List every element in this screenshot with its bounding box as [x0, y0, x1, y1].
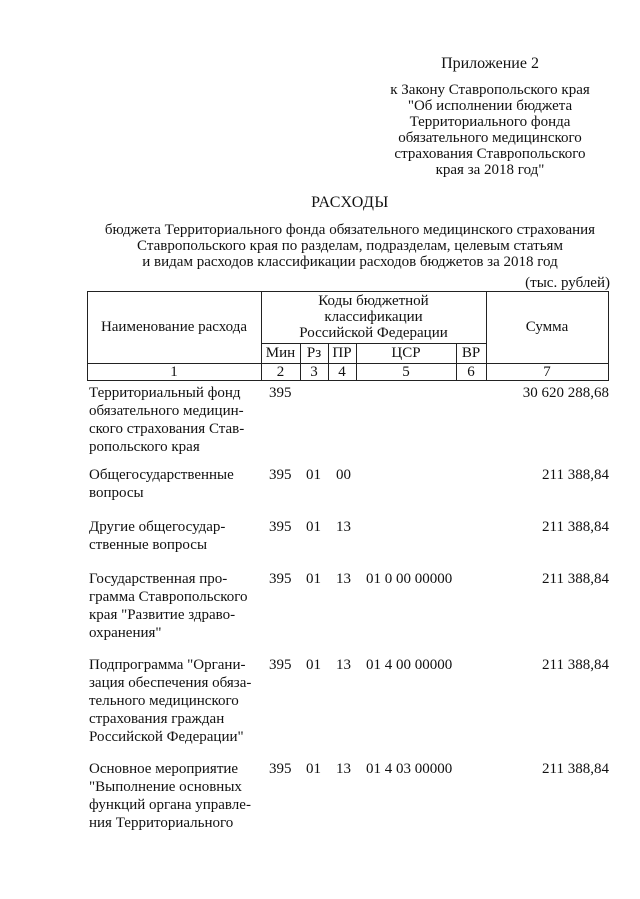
row-name — [89, 656, 259, 746]
row-name-line: Другие общегосудар- — [89, 519, 226, 535]
subheading-line: и видам расходов классификации расходов бюджетов за 2018 год — [142, 254, 558, 270]
appendix-line: обязательного медицинского — [398, 130, 582, 146]
row-min: 395 — [269, 657, 292, 673]
row-name-line: вопросы — [89, 485, 144, 501]
row-sum: 211 388,84 — [542, 761, 609, 777]
row-name-line: зация обеспечения обяза- — [89, 675, 252, 691]
col-number: 5 — [402, 364, 410, 380]
row-name-line: охранения" — [89, 625, 162, 641]
row-min: 395 — [269, 467, 292, 483]
row-rz: 01 — [306, 657, 321, 673]
document-heading: РАСХОДЫ — [311, 194, 389, 211]
units-label: (тыс. рублей) — [525, 275, 610, 291]
row-min: 395 — [269, 385, 292, 401]
appendix-line: Территориального фонда — [409, 114, 571, 130]
row-pr: 13 — [336, 657, 351, 673]
table-border — [261, 343, 486, 344]
appendix-line: края за 2018 год" — [435, 162, 545, 178]
row-name-line: ропольского края — [89, 439, 200, 455]
row-name — [89, 466, 259, 502]
row-name-line: "Выполнение основных — [89, 779, 242, 795]
row-name-line: тельного медицинского — [89, 693, 239, 709]
row-csr: 01 4 03 00000 — [366, 761, 453, 777]
table-border — [87, 380, 609, 381]
subheading-line: бюджета Территориального фонда обязательного медицинского страхования — [104, 222, 596, 238]
row-name-line: Территориальный фонд — [89, 385, 241, 401]
row-name-line: Подпрограмма "Органи- — [89, 657, 246, 673]
row-rz: 01 — [306, 571, 321, 587]
row-name-line: Общегосударственные — [89, 467, 234, 483]
row-name-line: функций органа управле- — [89, 797, 251, 813]
appendix-note — [360, 56, 620, 178]
header-col-min: Мин — [265, 345, 296, 361]
header-col-rz: Рз — [306, 345, 322, 361]
table-border — [608, 291, 609, 381]
row-name-line: края "Развитие здраво- — [89, 607, 236, 623]
row-name — [89, 384, 259, 456]
header-codes-line: Российской Федерации — [299, 325, 448, 341]
row-pr: 13 — [336, 571, 351, 587]
col-number: 4 — [338, 364, 346, 380]
row-min: 395 — [269, 761, 292, 777]
row-csr: 01 0 00 00000 — [366, 571, 453, 587]
row-sum: 211 388,84 — [542, 519, 609, 535]
row-rz: 01 — [306, 467, 321, 483]
table-border — [87, 291, 609, 292]
row-name-line: Российской Федерации" — [89, 729, 244, 745]
col-number: 1 — [170, 364, 178, 380]
header-codes — [261, 293, 486, 341]
header-col-pr: ПР — [332, 345, 352, 361]
row-rz: 01 — [306, 519, 321, 535]
row-name-line: грамма Ставропольского — [89, 589, 248, 605]
row-name-line: Основное мероприятие — [89, 761, 239, 777]
row-sum: 211 388,84 — [542, 571, 609, 587]
subheading-line: Ставропольского края по разделам, подразделам, целевым статьям — [137, 238, 563, 254]
appendix-title: Приложение 2 — [441, 55, 539, 72]
document-subheading — [80, 222, 620, 270]
header-codes-line: классификации — [324, 309, 423, 325]
row-name-line: Государственная про- — [89, 571, 228, 587]
header-name: Наименование расхода — [100, 319, 248, 335]
row-min: 395 — [269, 571, 292, 587]
row-name-line: ственные вопросы — [89, 537, 208, 553]
row-sum: 211 388,84 — [542, 657, 609, 673]
appendix-line: "Об исполнении бюджета — [407, 98, 573, 114]
row-name — [89, 518, 259, 554]
row-name-line: страхования граждан — [89, 711, 225, 727]
row-csr: 01 4 00 00000 — [366, 657, 453, 673]
col-number: 7 — [543, 364, 551, 380]
col-number: 6 — [467, 364, 475, 380]
header-sum: Сумма — [525, 319, 569, 335]
row-pr: 13 — [336, 519, 351, 535]
row-pr: 13 — [336, 761, 351, 777]
row-name-line: ского страхования Став- — [89, 421, 245, 437]
header-col-vr: ВР — [461, 345, 481, 361]
row-name-line: обязательного медицин- — [89, 403, 244, 419]
row-name-line: ния Территориального — [89, 815, 234, 831]
row-sum: 211 388,84 — [542, 467, 609, 483]
row-min: 395 — [269, 519, 292, 535]
row-sum: 30 620 288,68 — [522, 385, 609, 401]
row-name — [89, 570, 259, 642]
header-codes-line: Коды бюджетной — [318, 293, 429, 309]
row-pr: 00 — [336, 467, 351, 483]
row-rz: 01 — [306, 761, 321, 777]
row-name — [89, 760, 259, 832]
header-col-csr: ЦСР — [391, 345, 421, 361]
appendix-line: к Закону Ставропольского края — [390, 82, 590, 98]
col-number: 3 — [310, 364, 318, 380]
col-number: 2 — [276, 364, 285, 380]
appendix-line: страхования Ставропольского — [394, 146, 586, 162]
